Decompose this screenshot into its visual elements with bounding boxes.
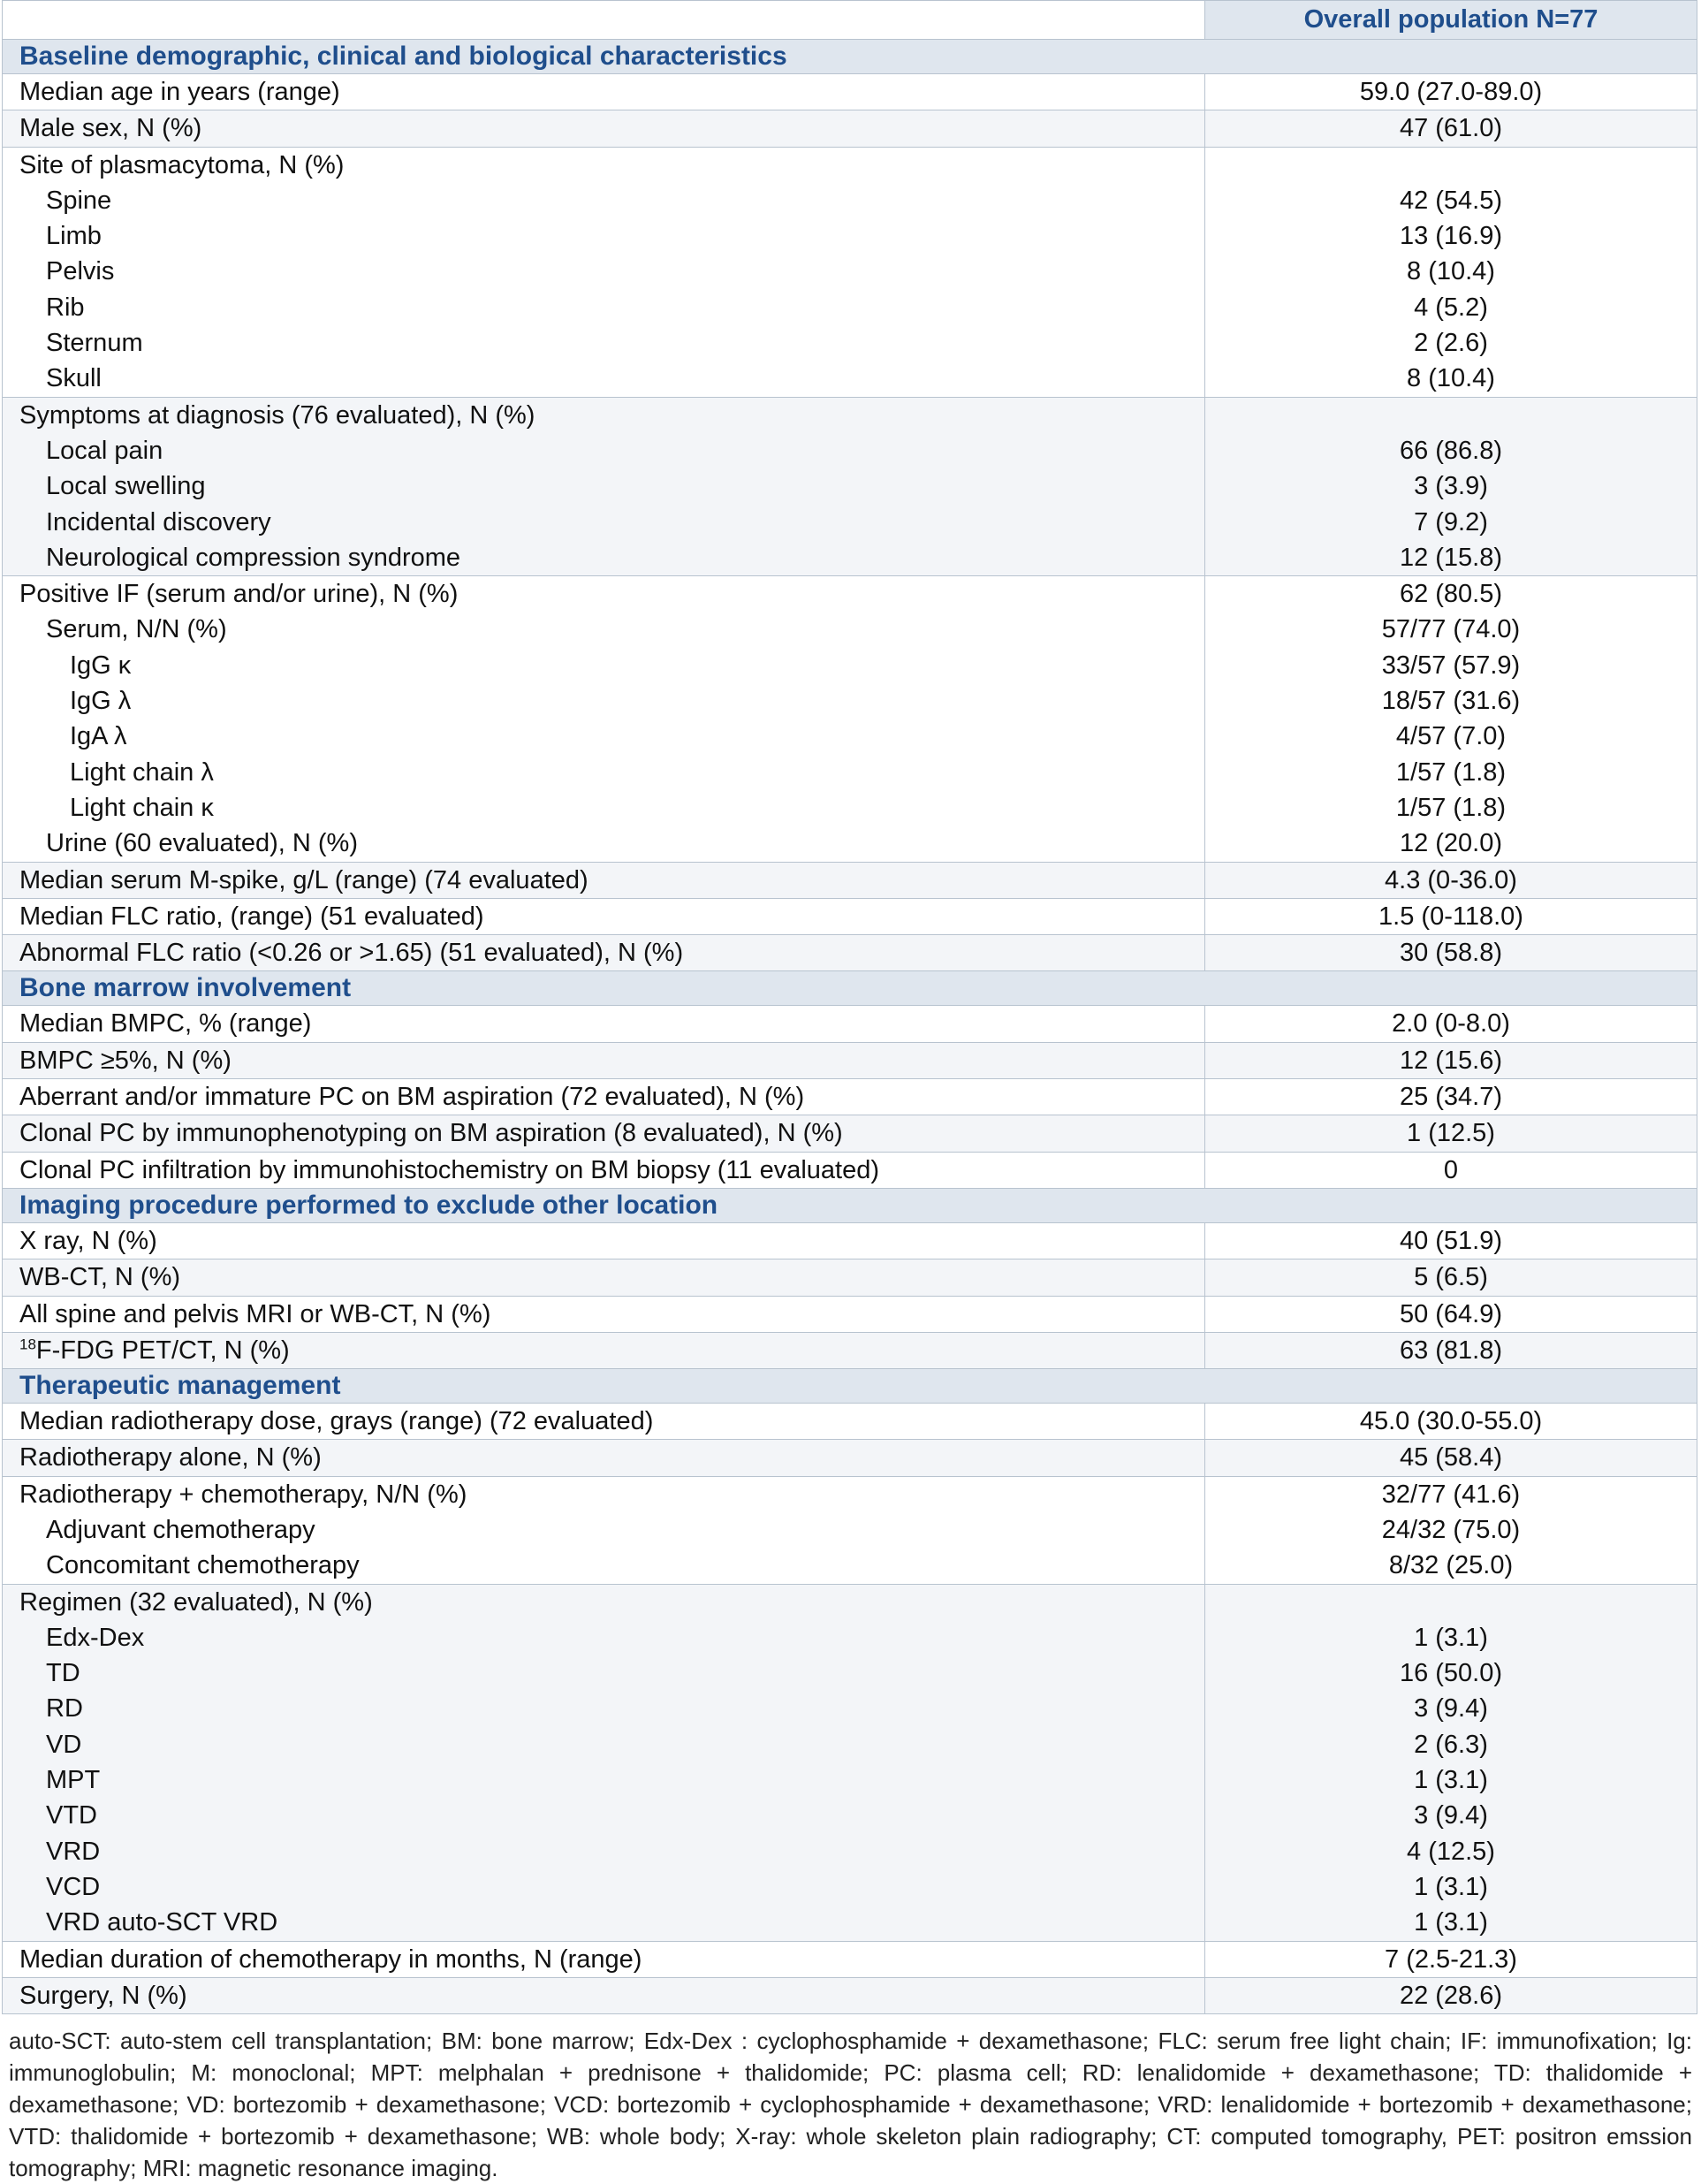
row-sublabel: Incidental discovery <box>46 507 271 536</box>
row-value: 3 (9.4) <box>1414 1801 1488 1830</box>
row-value: 40 (51.9) <box>1399 1226 1503 1255</box>
row-label-pet <box>19 1333 1204 1368</box>
row-value: 25 (34.7) <box>1399 1083 1503 1112</box>
table-row-group-immunofixation <box>3 576 1697 862</box>
row-value: 4 (5.2) <box>1414 293 1488 322</box>
row-label: Male sex, N (%) <box>19 114 202 143</box>
row-value: 1/57 (1.8) <box>1395 793 1507 822</box>
row-value-empty <box>1205 398 1697 433</box>
row-value: 1/57 (1.8) <box>1395 757 1507 787</box>
row-label: Aberrant and/or immature PC on BM aspiration (72 evaluated), N (%) <box>19 1083 805 1112</box>
column-header-overall: Overall population N=77 <box>1205 1 1697 40</box>
section-header-bone-marrow <box>3 971 1697 1006</box>
row-label: Abnormal FLC ratio (<0.26 or >1.65) (51 evaluated), N (%) <box>19 939 684 968</box>
table-row <box>3 1296 1697 1332</box>
row-sublabel: MPT <box>46 1766 101 1795</box>
row-value: 1 (3.1) <box>1414 1623 1488 1652</box>
row-sublabel: Urine (60 evaluated), N (%) <box>46 829 358 858</box>
row-value: 8/32 (25.0) <box>1388 1551 1514 1580</box>
row-sublabel: Rib <box>46 293 85 322</box>
row-sublabel: Serum, N/N (%) <box>46 615 227 644</box>
row-value: 2 (6.3) <box>1414 1730 1488 1759</box>
row-sublabel: Spine <box>46 186 112 215</box>
row-label: Median duration of chemotherapy in months, N (range) <box>19 1944 642 1974</box>
table-row <box>3 1332 1697 1368</box>
row-sublabel: Edx-Dex <box>46 1623 145 1652</box>
row-value: 13 (16.9) <box>1399 222 1503 251</box>
table-row <box>3 110 1697 147</box>
row-label: Symptoms at diagnosis (76 evaluated), N (%) <box>19 400 535 430</box>
table-row-group-site <box>3 147 1697 397</box>
table-row-group-regimen <box>3 1584 1697 1941</box>
row-subsublabel: IgG λ <box>70 687 132 716</box>
row-label: Median age in years (range) <box>19 78 340 106</box>
row-sublabel: TD <box>46 1659 80 1688</box>
row-value: 30 (58.8) <box>1399 939 1503 968</box>
section-header-imaging <box>3 1188 1697 1222</box>
table-row <box>3 74 1697 110</box>
table-row <box>3 1152 1697 1188</box>
row-sublabel: Local pain <box>46 436 163 465</box>
row-value: 12 (20.0) <box>1399 829 1503 858</box>
row-label: Median serum M-spike, g/L (range) (74 evaluated) <box>19 865 589 894</box>
table-row <box>3 898 1697 934</box>
row-value: 3 (9.4) <box>1414 1694 1488 1724</box>
table-header-row <box>3 1 1697 40</box>
row-subsublabel: Light chain λ <box>70 757 214 787</box>
row-value: 62 (80.5) <box>1399 580 1503 609</box>
row-value-empty <box>1205 1585 1697 1620</box>
row-sublabel: Neurological compression syndrome <box>46 543 461 572</box>
table-row <box>3 935 1697 971</box>
row-value: 33/57 (57.9) <box>1381 651 1521 680</box>
table-row <box>3 1404 1697 1440</box>
table-row-group-symptoms <box>3 397 1697 575</box>
row-label: Median BMPC, % (range) <box>19 1009 312 1039</box>
row-value: 16 (50.0) <box>1399 1659 1503 1688</box>
row-value: 32/77 (41.6) <box>1381 1480 1521 1509</box>
row-value: 57/77 (74.0) <box>1381 615 1521 644</box>
row-sublabel: VRD <box>46 1837 101 1866</box>
table-row <box>3 1222 1697 1259</box>
row-value: 0 <box>1443 1155 1459 1184</box>
pet-label-text: F-FDG PET/CT, N (%) <box>35 1336 290 1365</box>
row-label: BMPC ≥5%, N (%) <box>19 1046 232 1075</box>
row-value: 45.0 (30.0-55.0) <box>1359 1407 1543 1436</box>
row-label: Median radiotherapy dose, grays (range) (72 evaluated) <box>19 1407 654 1436</box>
row-value: 59.0 (27.0-89.0) <box>1359 78 1543 106</box>
row-sublabel: Adjuvant chemotherapy <box>46 1515 315 1544</box>
row-value: 1 (12.5) <box>1407 1119 1495 1148</box>
row-value: 3 (3.9) <box>1414 472 1488 501</box>
row-label: Clonal PC infiltration by immunohistochemistry on BM biopsy (11 evaluated) <box>19 1155 880 1184</box>
row-value: 66 (86.8) <box>1399 436 1503 465</box>
superscript-18: 18 <box>19 1336 36 1353</box>
row-value: 50 (64.9) <box>1399 1299 1503 1328</box>
row-value: 7 (9.2) <box>1414 507 1488 536</box>
table-row <box>3 1042 1697 1078</box>
table-row <box>3 1079 1697 1115</box>
row-value: 24/32 (75.0) <box>1381 1515 1521 1544</box>
row-value: 4.3 (0-36.0) <box>1385 865 1517 894</box>
row-value: 1 (3.1) <box>1414 1908 1488 1937</box>
row-label: Median FLC ratio, (range) (51 evaluated) <box>19 902 484 931</box>
row-value: 22 (28.6) <box>1399 1981 1503 2010</box>
row-value: 1 (3.1) <box>1414 1766 1488 1795</box>
row-label: Clonal PC by immunophenotyping on BM aspiration (8 evaluated), N (%) <box>19 1119 843 1148</box>
row-sublabel: Pelvis <box>46 257 115 286</box>
row-value: 45 (58.4) <box>1399 1443 1503 1472</box>
table-row <box>3 1977 1697 2013</box>
row-sublabel: Limb <box>46 222 102 251</box>
table-row-group-rt-chemo <box>3 1476 1697 1584</box>
row-value: 1.5 (0-118.0) <box>1378 902 1523 931</box>
row-label: Radiotherapy alone, N (%) <box>19 1443 322 1472</box>
row-value: 18/57 (31.6) <box>1381 687 1521 716</box>
section-title-therapy: Therapeutic management <box>3 1369 1697 1404</box>
row-value-empty <box>1205 148 1697 183</box>
row-sublabel: VTD <box>46 1801 97 1830</box>
row-value: 1 (3.1) <box>1414 1872 1488 1901</box>
section-header-therapy <box>3 1369 1697 1404</box>
row-subsublabel: IgG κ <box>70 651 132 680</box>
row-value: 63 (81.8) <box>1399 1336 1503 1365</box>
table-row <box>3 1115 1697 1152</box>
section-header-baseline <box>3 40 1697 74</box>
footnote: auto-SCT: auto-stem cell transplantation; BM: bone marrow; Edx-Dex : cyclophosphamide + dexamethasone; FLC: serum free light chain; IF: immunofixation; Ig: immunoglobulin; M: monoclonal; MPT: melphalan + prednisone + thalidomide; PC: plasma cell; RD: lenalidomide + dexamethasone; TD: thalidomide + dexamethasone; VD: bortezomib + dexamethasone; VCD: bortezomib + cyclophosphamide + dexamethasone; VRD: lenalidomide + bortezomib + dexamethasone; VTD: thalidomide + bortezomib + dexamethasone; WB: whole body; X-ray: whole skeleton plain radiography; CT: computed tomography, PET: positron emssion tomography; MRI: magnetic resonance imaging. <box>9 2028 1692 2182</box>
row-sublabel: VD <box>46 1730 82 1759</box>
row-label: Regimen (32 evaluated), N (%) <box>19 1587 373 1617</box>
row-value: 8 (10.4) <box>1407 364 1495 393</box>
row-sublabel: Skull <box>46 364 102 393</box>
table-row <box>3 1440 1697 1476</box>
row-value: 47 (61.0) <box>1399 114 1503 143</box>
row-label: X ray, N (%) <box>19 1226 157 1255</box>
row-label: WB-CT, N (%) <box>19 1263 181 1292</box>
row-sublabel: Concomitant chemotherapy <box>46 1551 360 1580</box>
table-row <box>3 862 1697 898</box>
table-row <box>3 1941 1697 1977</box>
row-value: 2 (2.6) <box>1414 329 1488 358</box>
row-label: All spine and pelvis MRI or WB-CT, N (%) <box>19 1299 491 1328</box>
row-label: Positive IF (serum and/or urine), N (%) <box>19 580 459 609</box>
row-label: Radiotherapy + chemotherapy, N/N (%) <box>19 1480 467 1509</box>
table-row <box>3 1259 1697 1296</box>
row-sublabel: Sternum <box>46 329 143 358</box>
row-sublabel: RD <box>46 1694 83 1724</box>
row-label: Site of plasmacytoma, N (%) <box>19 150 345 179</box>
section-title-baseline: Baseline demographic, clinical and biological characteristics <box>3 40 1697 74</box>
section-title-bone-marrow: Bone marrow involvement <box>3 971 1697 1006</box>
row-subsublabel: Light chain κ <box>70 793 214 822</box>
section-title-imaging: Imaging procedure performed to exclude other location <box>3 1188 1697 1222</box>
row-value: 5 (6.5) <box>1414 1263 1488 1292</box>
row-sublabel: Local swelling <box>46 472 206 501</box>
row-value: 8 (10.4) <box>1407 257 1495 286</box>
row-sublabel: VCD <box>46 1872 101 1901</box>
row-label: Surgery, N (%) <box>19 1981 187 2010</box>
row-value: 42 (54.5) <box>1399 186 1503 215</box>
row-value: 2.0 (0-8.0) <box>1392 1009 1510 1039</box>
row-subsublabel: IgA λ <box>70 722 127 751</box>
row-value: 12 (15.6) <box>1399 1046 1503 1075</box>
row-value: 4/57 (7.0) <box>1395 722 1507 751</box>
row-value: 12 (15.8) <box>1399 543 1503 572</box>
row-value: 4 (12.5) <box>1407 1837 1495 1866</box>
header-blank-cell <box>3 1 1205 40</box>
table-row <box>3 1006 1697 1042</box>
characteristics-table <box>2 0 1697 2014</box>
row-value: 7 (2.5-21.3) <box>1385 1944 1517 1974</box>
row-sublabel: VRD auto-SCT VRD <box>46 1908 278 1937</box>
